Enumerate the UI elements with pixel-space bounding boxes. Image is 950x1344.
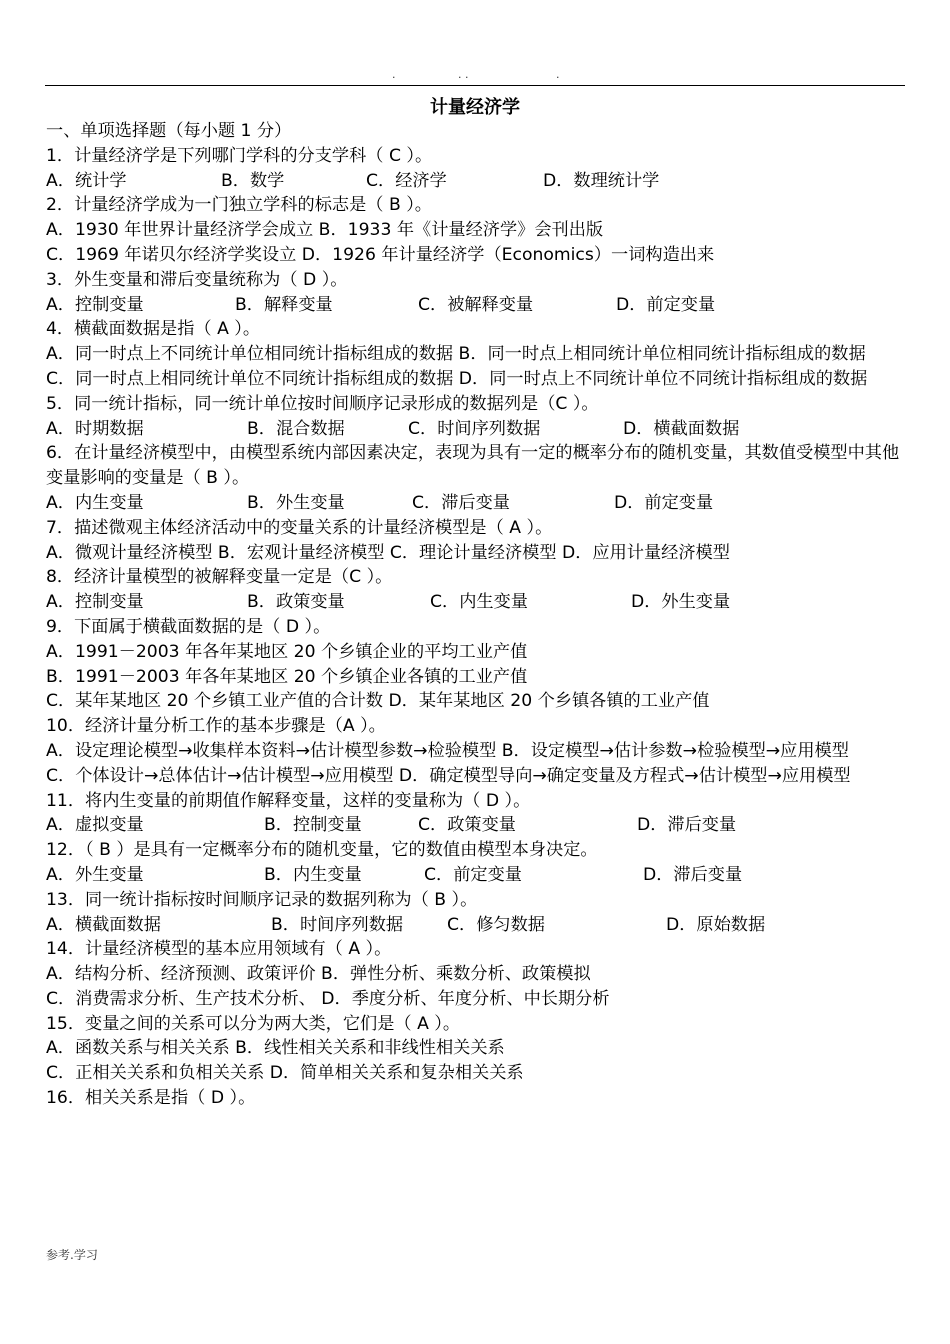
question-text: 9．下面属于横截面数据的是（ D ）。 <box>46 616 331 637</box>
question-text: 15．变量之间的关系可以分为两大类，它们是（ A ）。 <box>46 1013 461 1034</box>
option-row <box>46 169 904 194</box>
question-text: 10．经济计量分析工作的基本步骤是（A ）。 <box>46 716 386 737</box>
option-d: D．滞后变量 <box>643 864 743 885</box>
option-b: B．数学 <box>221 170 285 191</box>
question-text: 11．将内生变量的前期值作解释变量，这样的变量称为（ D ）。 <box>46 790 531 811</box>
option-row <box>46 491 904 516</box>
option-c: C．经济学 <box>366 170 447 191</box>
option-line: B．1991－2003 年各年某地区 20 个乡镇企业各镇的工业产值 <box>46 666 528 687</box>
option-a: A．虚拟变量 <box>46 815 144 836</box>
option-d: D．前定变量 <box>614 492 714 513</box>
option-a: A．控制变量 <box>46 592 144 613</box>
option-line: A．函数关系与相关关系 B．线性相关关系和非线性相关关系 <box>46 1038 505 1059</box>
option-d: D．数理统计学 <box>543 170 660 191</box>
question-text: 8．经济计量模型的被解释变量一定是（C ）。 <box>46 567 393 588</box>
option-row <box>46 813 904 838</box>
option-d: D．外生变量 <box>631 592 731 613</box>
option-c: C．时间序列数据 <box>408 418 541 439</box>
header-dot: . <box>556 68 560 81</box>
option-line: C．同一时点上相同统计单位不同统计指标组成的数据 D．同一时点上不同统计单位不同统计指标组成的数据 <box>46 368 868 389</box>
header-rule <box>45 85 905 86</box>
option-c: C．前定变量 <box>424 864 522 885</box>
option-line: A．同一时点上不同统计单位相同统计指标组成的数据 B．同一时点上相同统计单位相同统计指标组成的数据 <box>46 344 866 365</box>
option-a: A．横截面数据 <box>46 914 161 935</box>
option-row <box>46 590 904 615</box>
option-line: C．个体设计→总体估计→估计模型→应用模型 D．确定模型导向→确定变量及方程式→估计模型→应用模型 <box>46 765 851 786</box>
option-line: C．某年某地区 20 个乡镇工业产值的合计数 D．某年某地区 20 个乡镇各镇的工业产值 <box>46 691 710 712</box>
option-c: C．内生变量 <box>430 592 528 613</box>
option-a: A．时期数据 <box>46 418 144 439</box>
question-text: 13．同一统计指标按时间顺序记录的数据列称为（ B ）。 <box>46 889 478 910</box>
option-line: C．1969 年诺贝尔经济学奖设立 D．1926 年计量经济学（Economics）一词构造出来 <box>46 244 715 265</box>
option-b: B．外生变量 <box>247 492 345 513</box>
header-dot: . . <box>458 68 469 81</box>
option-c: C．修匀数据 <box>447 914 545 935</box>
question-text: 16．相关关系是指（ D ）。 <box>46 1088 256 1109</box>
option-c: C．政策变量 <box>418 815 516 836</box>
option-line: A．微观计量经济模型 B．宏观计量经济模型 C．理论计量经济模型 D．应用计量经济模型 <box>46 542 730 563</box>
question-list <box>46 119 904 1111</box>
option-row <box>46 913 904 938</box>
option-d: D．原始数据 <box>666 914 766 935</box>
option-b: B．混合数据 <box>247 418 345 439</box>
option-b: B．解释变量 <box>235 294 333 315</box>
option-b: B．内生变量 <box>264 864 362 885</box>
option-c: C．被解释变量 <box>418 294 534 315</box>
option-d: D．滞后变量 <box>637 815 737 836</box>
option-line: A．1930 年世界计量经济学会成立 B．1933 年《计量经济学》会刊出版 <box>46 220 604 241</box>
option-a: A．统计学 <box>46 170 127 191</box>
option-b: B．控制变量 <box>264 815 362 836</box>
option-row <box>46 417 904 442</box>
option-a: A．内生变量 <box>46 492 144 513</box>
option-a: A．控制变量 <box>46 294 144 315</box>
option-line: C．消费需求分析、生产技术分析、 D．季度分析、年度分析、中长期分析 <box>46 988 610 1009</box>
option-c: C．滞后变量 <box>412 492 510 513</box>
option-b: B．时间序列数据 <box>271 914 404 935</box>
page-footer: 参考.学习 <box>46 1248 98 1262</box>
question-text: 3．外生变量和滞后变量统称为（ D ）。 <box>46 269 348 290</box>
question-text: 7．描述微观主体经济活动中的变量关系的计量经济模型是（ A ）。 <box>46 517 553 538</box>
question-text: 12．（ B ）是具有一定概率分布的随机变量，它的数值由模型本身决定。 <box>46 840 598 861</box>
option-line: A．结构分析、经济预测、政策评价 B．弹性分析、乘数分析、政策模拟 <box>46 964 591 985</box>
section-heading: 一、单项选择题（每小题 1 分） <box>46 121 292 141</box>
option-b: B．政策变量 <box>247 592 345 613</box>
option-row <box>46 863 904 888</box>
option-d: D．横截面数据 <box>623 418 740 439</box>
question-text: 2．计量经济学成为一门独立学科的标志是（ B ）。 <box>46 195 432 216</box>
question-text: 1．计量经济学是下列哪门学科的分支学科（ C ）。 <box>46 145 433 166</box>
question-text: 5．同一统计指标，同一统计单位按时间顺序记录形成的数据列是（C ）。 <box>46 393 599 414</box>
option-line: C．正相关关系和负相关关系 D．简单相关关系和复杂相关关系 <box>46 1063 524 1084</box>
page-title: 计量经济学 <box>430 97 520 118</box>
question-text: 4．横截面数据是指（ A ）。 <box>46 319 261 340</box>
option-d: D．前定变量 <box>616 294 716 315</box>
option-a: A．外生变量 <box>46 864 144 885</box>
option-row <box>46 293 904 318</box>
option-line: A．1991－2003 年各年某地区 20 个乡镇企业的平均工业产值 <box>46 641 528 662</box>
question-text: 6．在计量经济模型中，由模型系统内部因素决定，表现为具有一定的概率分布的随机变量，其数值受模型中其他变量影响的变量是（ B ）。 <box>46 443 900 489</box>
header-dot: . <box>392 68 396 81</box>
question-text: 14．计量经济模型的基本应用领域有（ A ）。 <box>46 939 392 960</box>
option-line: A．设定理论模型→收集样本资料→估计模型参数→检验模型 B．设定模型→估计参数→检验模型→应用模型 <box>46 740 849 761</box>
